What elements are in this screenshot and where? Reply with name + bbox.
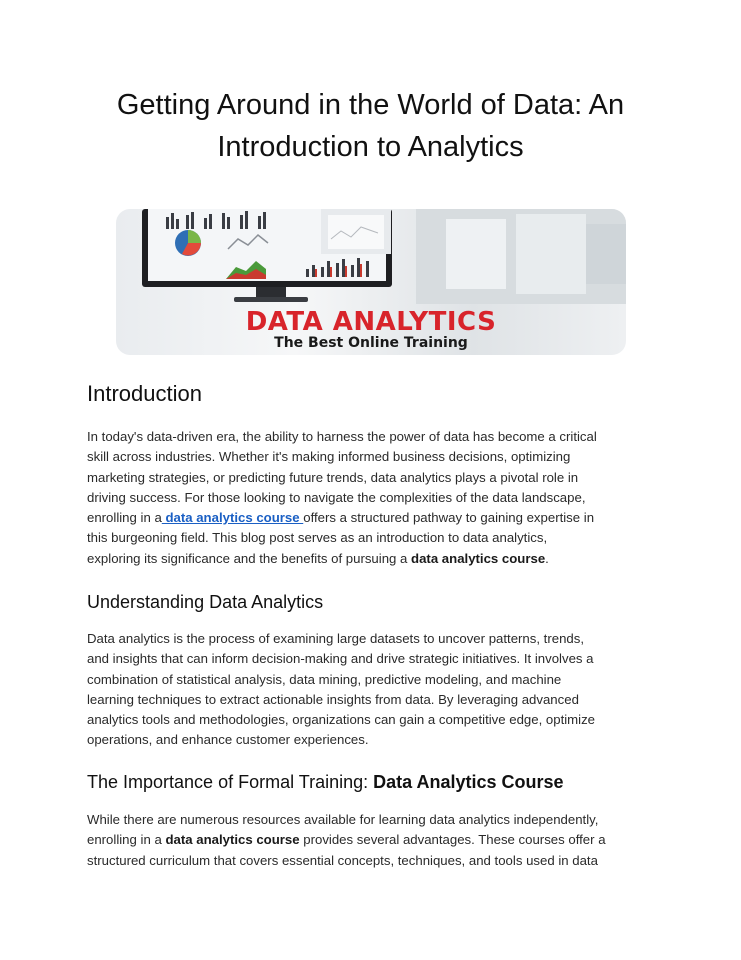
intro-line-7-start: exploring its significance and the benefits of pursuing a xyxy=(87,550,412,566)
understanding-line-5: analytics tools and methodologies, organizations can gain a competitive edge, optimize xyxy=(87,712,596,728)
importance-line-2-end: provides several advantages. These courses offer a xyxy=(299,832,606,848)
intro-line-5 xyxy=(87,508,657,528)
understanding-line-2: and insights that can inform decision-making and drive strategic initiatives. It involves a xyxy=(87,651,594,667)
importance-bold-course: data analytics course xyxy=(165,832,300,848)
hero-headline: DATA ANALYTICS xyxy=(245,307,497,337)
intro-line-5-end: offers a structured pathway to gaining expertise in xyxy=(303,510,595,526)
importance-line-3: structured curriculum that covers essential concepts, techniques, and tools used in data xyxy=(87,852,598,868)
title-line-2: Introduction to Analytics xyxy=(217,131,524,163)
importance-heading-plain: The Importance of Formal Training: xyxy=(87,772,374,792)
intro-line-3: marketing strategies, or predicting future trends, data analytics plays a pivotal role in xyxy=(87,469,579,485)
intro-line-4: driving success. For those looking to navigate the complexities of the data landscape, xyxy=(87,489,586,505)
intro-line-5-start: enrolling in a xyxy=(87,510,162,526)
understanding-paragraph xyxy=(87,629,657,751)
intro-line-6: this burgeoning field. This blog post serves as an introduction to data analytics, xyxy=(87,530,548,546)
hero-banner-image xyxy=(116,209,626,355)
importance-line-2 xyxy=(87,830,657,850)
document-title xyxy=(60,84,681,168)
importance-line-2-start: enrolling in a xyxy=(87,832,166,848)
intro-line-7-end: . xyxy=(545,550,549,566)
title-line-1: Getting Around in the World of Data: An xyxy=(116,89,625,121)
intro-bold-course: data analytics course xyxy=(411,550,546,566)
importance-line-1: While there are numerous resources available for learning data analytics independently, xyxy=(87,812,599,827)
importance-heading-bold: Data Analytics Course xyxy=(373,772,564,792)
understanding-line-1: Data analytics is the process of examining large datasets to uncover patterns, trends, xyxy=(87,631,584,646)
introduction-heading: Introduction xyxy=(87,381,202,406)
intro-line-1: In today's data-driven era, the ability to harness the power of data has become a critical xyxy=(87,429,597,444)
understanding-heading: Understanding Data Analytics xyxy=(87,592,324,612)
importance-heading xyxy=(87,770,564,794)
understanding-line-6: operations, and enhance customer experiences. xyxy=(87,732,369,748)
introduction-paragraph xyxy=(87,427,657,569)
intro-line-2: skill across industries. Whether it's making informed business decisions, optimizing xyxy=(87,449,571,465)
importance-paragraph xyxy=(87,810,657,871)
understanding-line-3: combination of statistical analysis, data mining, predictive modeling, and machine xyxy=(87,671,562,687)
understanding-line-4: learning techniques to extract actionable insights from data. By leveraging advanced xyxy=(87,691,579,707)
hero-subline: The Best Online Training xyxy=(274,335,468,351)
data-analytics-course-link[interactable]: data analytics course xyxy=(161,510,304,526)
intro-line-7 xyxy=(87,549,657,569)
